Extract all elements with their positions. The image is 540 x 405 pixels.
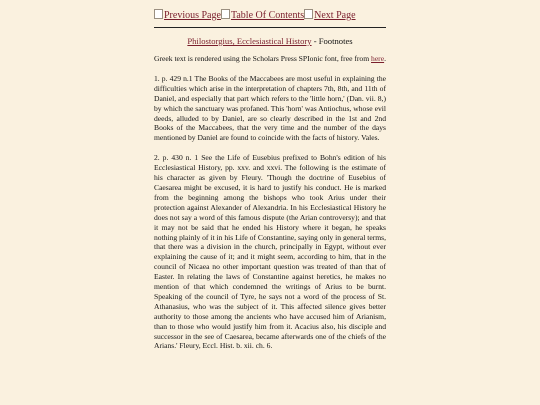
broken-image-icon <box>154 9 163 19</box>
book-title-link[interactable]: Philostorgius, Ecclesiastical History <box>187 36 312 46</box>
font-note-end: . <box>384 54 386 63</box>
title-separator: - <box>311 36 319 46</box>
section-label: Footnotes <box>318 36 353 46</box>
next-page-link[interactable]: Next Page <box>314 10 356 21</box>
font-note <box>154 54 386 64</box>
font-download-link[interactable]: here <box>371 54 385 63</box>
broken-image-icon <box>221 9 230 19</box>
broken-image-icon <box>304 9 313 19</box>
footnotes-content <box>154 54 386 361</box>
page-title <box>154 36 386 47</box>
horizontal-rule <box>154 27 386 28</box>
footnote-2: 2. p. 430 n. 1 See the Life of Eusebius prefixed to Bohn's edition of his Ecclesiastical History, pp. xxv. and xxvi. The following is the estimate of his character as given by Fleury. 'Though the doctrine of Eusebius of Caesarea might be excused, it is hard to justify his conduct. He is marked from the beginning among the bishops who took Arius under their protection against Alexander of Alexandria. In his Ecclesiastical History he does not say a word of this famous dispute (the Arian controversy); and that it may not be said that he ended his History where it began, he speaks nothing plainly of it in his Life of Constantine, saying only in general terms, that there was a division in the church, principally in Egypt, without ever explaining the cause of it; and it might seem, according to him, that in the council of Nicaea no other important question was treated of than that of Easter. In relating the laws of Constantine against heretics, he makes no mention of that which condemned the writings of Arius to be burnt. Speaking of the council of Tyre, he says not a word of the process of St. Athanasius, who was the subject of it. This affected silence gives better authority to those among the ancients who have accused him of Arianism, than to those who would justify him from it. Acacius also, his disciple and successor in the see of Caesarea, became afterwards one of the chiefs of the Arians.' Fleury, Eccl. Hist. b. xii. ch. 6. <box>154 153 386 351</box>
footnote-1: 1. p. 429 n.1 The Books of the Maccabees are most useful in explaining the difficulties which arise in the interpretation of chapters 7th, 8th, and 11th of Daniel, and especially that part which refers to the 'little horn,' (Dan. vii. 8,) by which the sanctuary was profaned. This 'horn' was Antiochus, whose evil deeds, alluded to by Daniel, are so clearly described in the 1st and 2nd Books of the Maccabees, that the very time and the number of the days mentioned by Daniel are found to coincide with the facts of history. Vales. <box>154 73 386 143</box>
previous-page-link[interactable]: Previous Page <box>164 10 221 21</box>
nav-bar <box>154 9 356 22</box>
font-note-text: Greek text is rendered using the Scholars Press SPIonic font, free from <box>154 54 372 63</box>
table-of-contents-link[interactable]: Table Of Contents <box>230 10 305 21</box>
